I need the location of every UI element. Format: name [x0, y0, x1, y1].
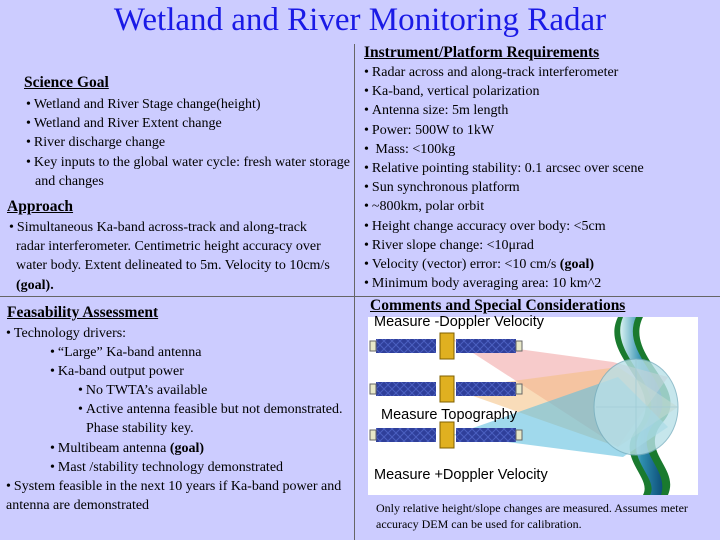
minus-doppler-label: Measure -Doppler Velocity — [374, 314, 545, 330]
approach-list — [6, 218, 330, 295]
list-item: • Relative pointing stability: 0.1 arcsec over scene — [364, 159, 718, 178]
list-item: • Multibeam antenna (goal) — [6, 439, 346, 458]
list-item: • Antenna size: 5m length — [364, 101, 718, 120]
list-item: • Minimum body averaging area: 10 km^2 — [364, 274, 718, 293]
list-item: • “Large” Ka-band antenna — [6, 343, 346, 362]
list-item: • Wetland and River Extent change — [17, 114, 352, 133]
list-item: • System feasible in the next 10 years if Ka-band power and antenna are demonstrated — [6, 477, 346, 515]
list-item: • Mast /stability technology demonstrated — [6, 458, 346, 477]
list-item: • Technology drivers: — [6, 324, 346, 343]
list-item: • ~800km, polar orbit — [364, 197, 718, 216]
science-goal-heading: Science Goal — [24, 74, 109, 91]
plus-doppler-label: Measure +Doppler Velocity — [374, 467, 548, 483]
topography-label: Measure Topography — [381, 407, 517, 423]
list-item: • Height change accuracy over body: <5cm — [364, 217, 718, 236]
list-item: • Key inputs to the global water cycle: fresh water storage and changes — [17, 153, 352, 191]
list-item: • Power: 500W to 1kW — [364, 121, 718, 140]
list-item: • River slope change: <10μrad — [364, 236, 718, 255]
approach-heading: Approach — [7, 198, 74, 215]
list-item: • Ka-band output power — [6, 362, 346, 381]
feasability-heading: Feasability Assessment — [7, 304, 159, 321]
list-item: • Ka-band, vertical polarization — [364, 82, 718, 101]
approach-text: • Simultaneous Ka-band across-track and along-track radar interferometer. Centimetric height accuracy over water body. Extent delineated to 5m. Velocity to 10cm/s (goal). — [6, 218, 330, 295]
list-item: • Radar across and along-track interferometer — [364, 63, 718, 82]
instrument-list — [364, 63, 718, 293]
list-item: • Sun synchronous platform — [364, 178, 718, 197]
list-item: • Active antenna feasible but not demonstrated. Phase stability key. — [6, 400, 346, 438]
feasability-list — [6, 324, 346, 515]
comments-heading: Comments and Special Considerations — [370, 297, 626, 314]
comments-note: Only relative height/slope changes are measured. Assumes meter accuracy DEM can be used for calibration. — [376, 501, 688, 531]
list-item: • Wetland and River Stage change(height) — [17, 95, 352, 114]
list-item: • Mass: <100kg — [364, 140, 718, 159]
instrument-heading: Instrument/Platform Requirements — [364, 44, 600, 61]
list-item: • River discharge change — [17, 133, 352, 152]
science-goal-list — [17, 95, 352, 191]
page-title: Wetland and River Monitoring Radar — [113, 2, 607, 38]
list-item: • Velocity (vector) error: <10 cm/s (goal) — [364, 255, 718, 274]
vertical-divider — [354, 44, 355, 540]
list-item: • No TWTA’s available — [6, 381, 346, 400]
radar-diagram — [368, 314, 698, 495]
